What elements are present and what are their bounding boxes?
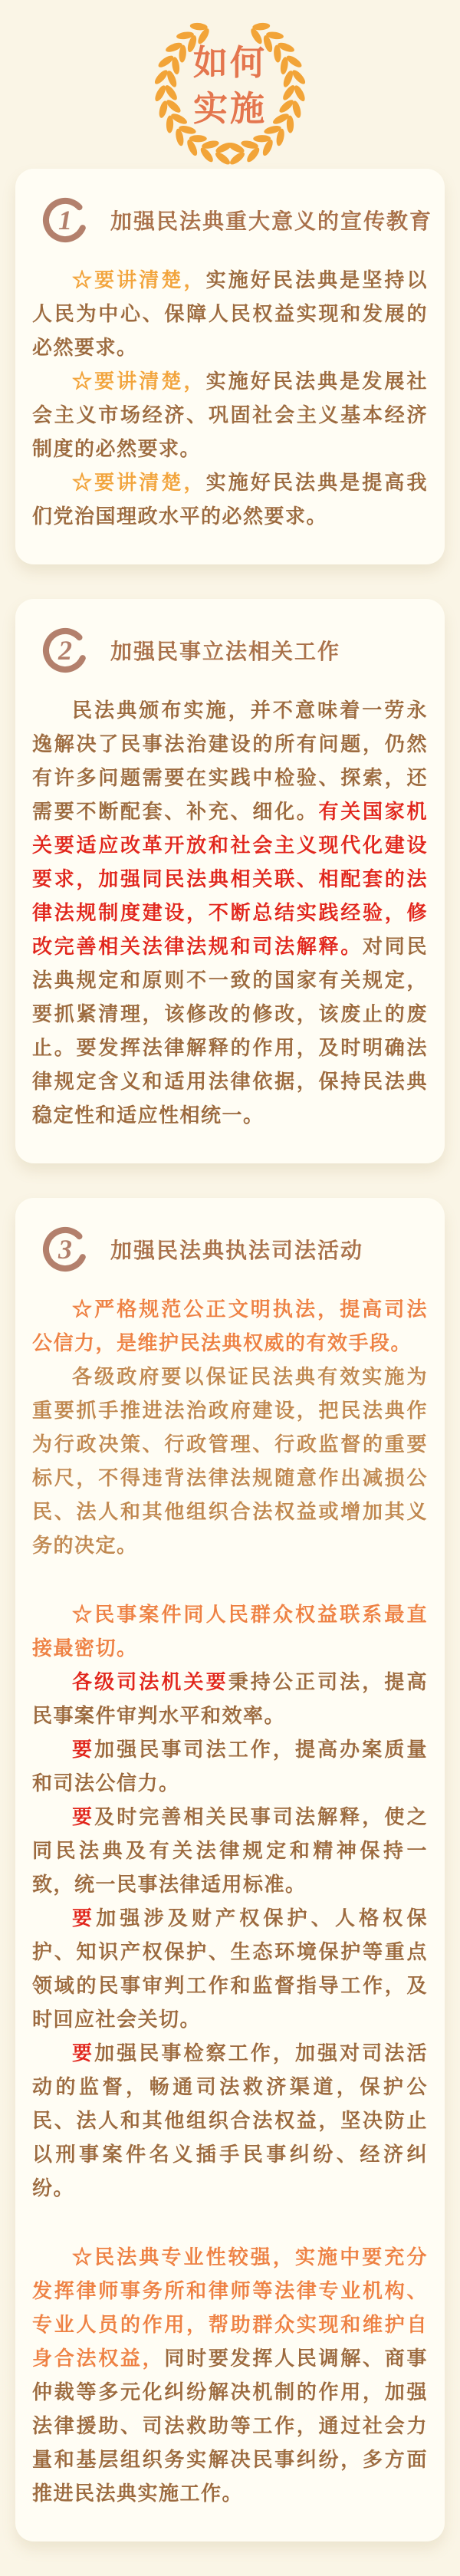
section-title: 加强民事立法相关工作 [110,640,341,664]
text-run: 加强民事司法工作，提高办案质量和司法公信力。 [32,1739,428,1795]
section-card-3 [15,1198,445,2541]
text-run: ☆严格规范公正文明执法，提高司法公信力，是维护民法典权威的有效手段。 [32,1298,428,1354]
poster-header [0,0,460,169]
section-header [40,195,433,245]
text-run: 民法典颁布实施，并不意味着一劳永逸解决了民事法治建设的所有问题，仍然有许多问题需要在实践中检验、探索，还需要不断配套、补充、细化。 [32,699,428,823]
section-number: 1 [58,205,72,235]
paragraph [32,2241,428,2511]
paragraph [32,466,428,534]
section-number-badge [40,625,90,676]
wreath-header [107,12,353,169]
sections-container [0,169,460,2541]
paragraph [32,1902,428,2037]
section-number: 3 [58,1234,72,1265]
paragraph [32,1293,428,1360]
section-body [32,1293,428,2511]
text-run: ☆要讲清楚， [72,269,206,291]
text-run: 各级政府要以保证民法典有效实施为重要抓手推进法治政府建设，把民法典作为行政决策、行政管理、行政监督的重要标尺，不得违背法律法规随意作出减损公民、法人和其他组织合法权益或增加其义务的决定。 [32,1366,428,1557]
text-run: 秉持公正司法，提高民事案件审判水平和效率。 [32,1671,428,1727]
paragraph [32,1801,428,1902]
paragraph [32,2037,428,2206]
text-run: 加强民事检察工作，加强对司法活动的监督，畅通司法救济渠道，保护公民、法人和其他组织合法权益，坚决防止以刑事案件名义插手民事纠纷、经济纠纷。 [32,2042,428,2199]
paragraph [32,365,428,466]
text-run: 实施好民法典是发展社会主义市场经济、巩固社会主义基本经济制度的必然要求。 [32,370,428,460]
text-run: ☆民事案件同人民群众权益联系最直接最密切。 [32,1604,428,1660]
poster-title-line1: 如何 [192,44,267,82]
text-run: 要 [72,2042,95,2064]
section-number: 2 [58,635,72,666]
section-body [32,264,428,534]
section-title: 加强民法典执法司法活动 [110,1239,364,1263]
section-title: 加强民法典重大意义的宣传教育 [110,210,433,234]
paragraph [32,1360,428,1563]
section-number-badge [40,1224,90,1275]
text-run: 各级司法机关要 [72,1671,228,1693]
text-run: ☆要讲清楚， [72,370,206,393]
text-run: 要 [72,1806,95,1828]
text-run: ☆民法典专业性较强，实施中要充分发挥律师事务所和律师等法律专业机构、专业人员的作用，帮助群众实现和维护自身合法权益， [32,2246,428,2370]
poster-title-line2: 实施 [192,90,267,128]
paragraph [32,1666,428,1733]
section-body [32,694,428,1133]
section-number-badge [40,195,90,245]
paragraph [32,1733,428,1801]
text-run: 及时完善相关民事司法解释，使之同民法典及有关法律规定和精神保持一致，统一民事法律适用标准。 [32,1806,428,1896]
poster-title [107,40,353,132]
section-card-2 [15,599,445,1163]
section-header [40,1224,428,1275]
text-run: 对同民法典规定和原则不一致的国家有关规定，要抓紧清理，该修改的修改，该废止的废止。要发挥法律解释的作用，及时明确法律规定含义和适用法律依据，保持民法典稳定性和适应性相统一。 [32,936,428,1127]
text-run: 实施好民法典是提高我们党治国理政水平的必然要求。 [32,472,428,528]
section-header [40,625,428,676]
text-run: 要 [72,1907,97,1930]
text-run: ☆要讲清楚， [72,472,206,494]
section-card-1 [15,169,445,564]
text-run: 实施好民法典是坚持以人民为中心、保障人民权益实现和发展的必然要求。 [32,269,428,359]
paragraph [32,1598,428,1666]
text-run: 加强涉及财产权保护、人格权保护、知识产权保护、生态环境保护等重点领域的民事审判工作和监督指导工作，及时回应社会关切。 [32,1907,428,2031]
paragraph [32,694,428,1133]
text-run: 同时要发挥人民调解、商事仲裁等多元化纠纷解决机制的作用，加强法律援助、司法救助等工作，通过社会力量和基层组织务实解决民事纠纷，多方面推进民法典实施工作。 [32,2347,428,2505]
text-run: 要 [72,1739,95,1761]
paragraph [32,264,428,365]
text-run: 有关国家机关要适应改革开放和社会主义现代化建设要求，加强同民法典相关联、相配套的法律法规制度建设，不断总结实践经验，修改完善相关法律法规和司法解释。 [32,801,428,958]
